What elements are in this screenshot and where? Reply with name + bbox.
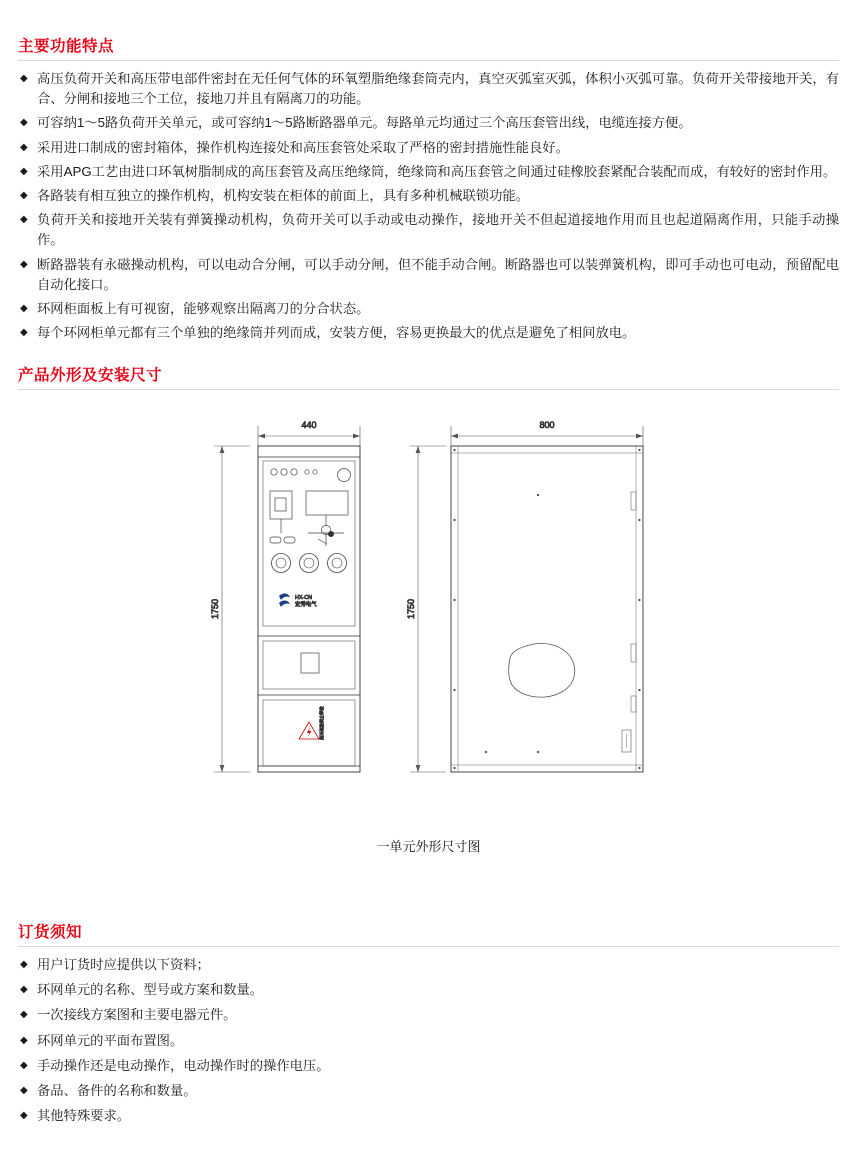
- features-divider: [18, 60, 839, 61]
- list-item: [18, 113, 839, 133]
- list-item: [18, 299, 839, 319]
- list-item: [18, 955, 839, 975]
- dimensions-section: [18, 363, 839, 870]
- brand-text: HX-CN: [295, 595, 313, 602]
- order-divider: [18, 946, 839, 947]
- features-title: 主要功能特点: [18, 38, 115, 55]
- list-item-text: 断路器装有永磁操动机构，可以电动合分闸，可以手动分闸，但不能手动合闸。断路器也可以装弹簧机构，即可手动也可电动，预留配电自动化接口。: [37, 256, 839, 292]
- list-item-text: 环网柜面板上有可视窗，能够观察出隔离刀的分合状态。: [37, 301, 370, 317]
- diamond-bullet-icon: ◆: [20, 1059, 28, 1071]
- diamond-bullet-icon: ◆: [20, 214, 28, 226]
- list-item: [18, 186, 839, 206]
- brand-sub-text: 宏秀电气: [295, 602, 317, 609]
- drawing-caption: 一单元外形尺寸图: [376, 839, 481, 855]
- diamond-bullet-icon: ◆: [20, 1110, 28, 1122]
- diamond-bullet-icon: ◆: [20, 327, 28, 339]
- list-item: [18, 1056, 839, 1076]
- dimension-drawing: [18, 400, 839, 870]
- list-item-text: 手动操作还是电动操作，电动操作时的操作电压。: [37, 1057, 330, 1073]
- list-item: [18, 162, 839, 182]
- diamond-bullet-icon: ◆: [20, 959, 28, 970]
- dimensions-title: 产品外形及安装尺寸: [18, 367, 163, 385]
- list-item-text: 每个环网柜单元都有三个单独的绝缘筒并列而成，安装方便，容易更换最大的优点是避免了相间放电。: [37, 325, 636, 341]
- diamond-bullet-icon: ◆: [20, 141, 28, 153]
- side-width-label: 800: [539, 420, 555, 431]
- diamond-bullet-icon: ◆: [20, 984, 28, 996]
- diamond-bullet-icon: ◆: [20, 1009, 28, 1021]
- list-item-text: 各路装有相互独立的操作机构，机构安装在柜体的前面上，具有多种机械联锁功能。: [37, 188, 529, 204]
- warning-text: 高压危险禁止攀登: [319, 706, 324, 741]
- features-list: [18, 69, 839, 343]
- front-width-label: 440: [301, 420, 317, 431]
- list-item-text: 备品、备件的名称和数量。: [37, 1083, 197, 1099]
- diamond-bullet-icon: ◆: [20, 165, 28, 177]
- list-item-text: 可容纳1～5路负荷开关单元，或可容纳1～5路断路器单元。每路单元均通过三个高压套管出线，电缆连接方便。: [37, 115, 692, 131]
- list-item-text: 环网单元的名称、型号或方案和数量。: [37, 982, 264, 998]
- diamond-bullet-icon: ◆: [20, 190, 28, 202]
- list-item: [18, 980, 839, 1000]
- order-title: 订货须知: [18, 924, 83, 941]
- diamond-bullet-icon: ◆: [20, 258, 28, 270]
- order-list: [18, 955, 839, 1126]
- diamond-bullet-icon: ◆: [20, 303, 28, 315]
- side-height-label: 1750: [406, 599, 416, 620]
- list-item-text: 采用进口制成的密封箱体，操作机构连接处和高压套管处采取了严格的密封措施性能良好。: [37, 139, 569, 155]
- list-item-text: 其他特殊要求。: [37, 1108, 131, 1124]
- order-section: [18, 920, 839, 1131]
- front-height-label: 1750: [210, 599, 220, 620]
- list-item-text: 高压负荷开关和高压带电部件密封在无任何气体的环氧塑脂绝缘套筒壳内，真空灭弧室灭弧，体积小灭弧可靠。负荷开关带接地开关，有合、分闸和接地三个工位，接地刀并且有隔离刀的功能。: [37, 71, 839, 107]
- list-item-text: 用户订货时应提供以下资料；: [37, 957, 210, 972]
- list-item-text: 一次接线方案图和主要电器元件。: [37, 1007, 237, 1023]
- diamond-bullet-icon: ◆: [20, 1034, 28, 1046]
- list-item-text: 环网单元的平面布置图。: [37, 1032, 184, 1048]
- list-item: [18, 138, 839, 158]
- list-item: [18, 1081, 839, 1101]
- features-section: [18, 0, 839, 343]
- list-item: [18, 1031, 839, 1051]
- list-item: [18, 1106, 839, 1126]
- diamond-bullet-icon: ◆: [20, 117, 28, 129]
- dimension-drawing-svg: [18, 400, 839, 830]
- dimensions-divider: [18, 389, 839, 390]
- diamond-bullet-icon: ◆: [20, 1085, 28, 1097]
- list-item-text: 负荷开关和接地开关装有弹簧操动机构，负荷开关可以手动或电动操作，接地开关不但起道接地作用而且也起道隔离作用，只能手动操作。: [37, 212, 839, 248]
- list-item: [18, 210, 839, 250]
- list-item: [18, 255, 839, 295]
- list-item: [18, 1005, 839, 1025]
- diamond-bullet-icon: ◆: [20, 73, 28, 84]
- list-item-text: 采用APG工艺由进口环氧树脂制成的高压套管及高压绝缘筒，绝缘筒和高压套管之间通过硅橡胶套紧配合装配而成，有较好的密封作用。: [37, 163, 837, 179]
- list-item: [18, 323, 839, 343]
- list-item: [18, 69, 839, 109]
